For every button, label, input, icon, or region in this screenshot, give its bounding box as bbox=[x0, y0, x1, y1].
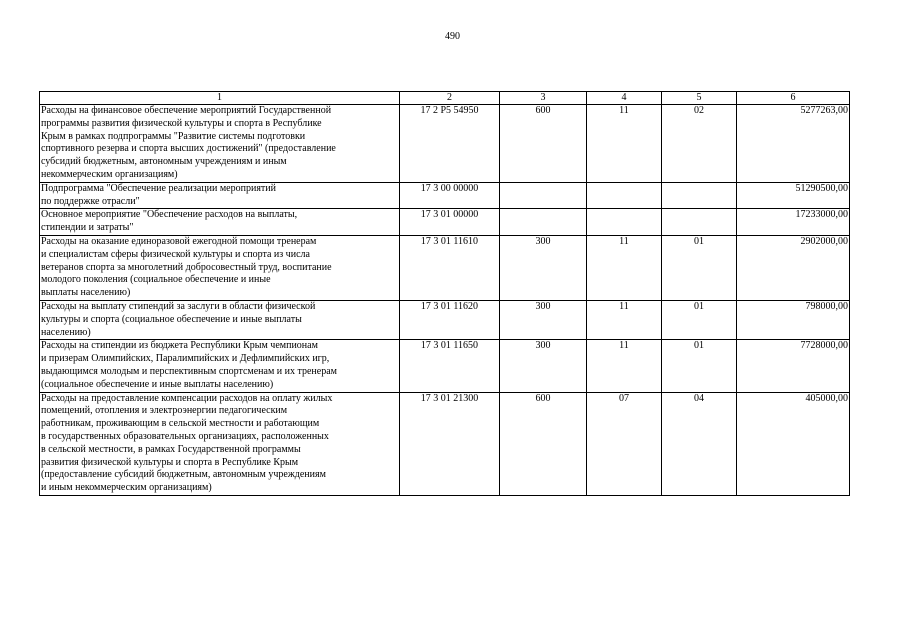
table-row bbox=[40, 182, 850, 209]
budget-table bbox=[39, 91, 850, 496]
row-code: 17 2 Р5 54950 bbox=[400, 105, 500, 183]
row-col-4: 11 bbox=[587, 235, 662, 300]
table-row bbox=[40, 300, 850, 339]
row-col-5: 01 bbox=[662, 300, 737, 339]
row-col-5 bbox=[662, 209, 737, 236]
row-col-3: 300 bbox=[500, 300, 587, 339]
header-col-4: 4 bbox=[587, 92, 662, 105]
row-amount: 7728000,00 bbox=[737, 340, 850, 392]
row-name: Расходы на стипендии из бюджета Республики Крым чемпионам и призерам Олимпийских, Паралимпийских и Дефлимпийских игр, выдающимся молодым и перспективным спортсменам и их тренерам (социальное обеспечение и иные выплаты населению) bbox=[40, 340, 400, 392]
row-col-3 bbox=[500, 209, 587, 236]
row-amount: 405000,00 bbox=[737, 392, 850, 495]
row-col-3: 300 bbox=[500, 340, 587, 392]
row-col-3: 600 bbox=[500, 392, 587, 495]
header-col-2: 2 bbox=[400, 92, 500, 105]
row-amount: 798000,00 bbox=[737, 300, 850, 339]
row-amount: 17233000,00 bbox=[737, 209, 850, 236]
row-col-4: 11 bbox=[587, 105, 662, 183]
row-col-4: 11 bbox=[587, 300, 662, 339]
header-col-3: 3 bbox=[500, 92, 587, 105]
table-row bbox=[40, 209, 850, 236]
row-col-3: 300 bbox=[500, 235, 587, 300]
row-col-5 bbox=[662, 182, 737, 209]
table-row bbox=[40, 235, 850, 300]
row-amount: 5277263,00 bbox=[737, 105, 850, 183]
row-col-5: 04 bbox=[662, 392, 737, 495]
page-number: 490 bbox=[445, 31, 460, 42]
row-col-4: 07 bbox=[587, 392, 662, 495]
row-col-3 bbox=[500, 182, 587, 209]
row-name: Основное мероприятие "Обеспечение расходов на выплаты, стипендии и затраты" bbox=[40, 209, 400, 236]
header-col-1: 1 bbox=[40, 92, 400, 105]
row-code: 17 3 01 11650 bbox=[400, 340, 500, 392]
row-code: 17 3 00 00000 bbox=[400, 182, 500, 209]
row-name: Расходы на предоставление компенсации расходов на оплату жилых помещений, отопления и электроэнергии педагогическим работникам, проживающим в сельской местности и работающим в государственных образовательных организациях, расположенных в сельской местности, в рамках Государственной программы развития физической культуры и спорта в Республике Крым (предоставление субсидий бюджетным, автономным учреждениям и иным некоммерческим организациям) bbox=[40, 392, 400, 495]
table-row bbox=[40, 105, 850, 183]
row-code: 17 3 01 00000 bbox=[400, 209, 500, 236]
row-name: Расходы на оказание единоразовой ежегодной помощи тренерам и специалистам сферы физической культуры и спорта из числа ветеранов спорта за многолетний добросовестный труд, воспитание молодого поколения (социальное обеспечение и иные выплаты населению) bbox=[40, 235, 400, 300]
row-name: Подпрограмма "Обеспечение реализации мероприятий по поддержке отрасли" bbox=[40, 182, 400, 209]
table-row bbox=[40, 392, 850, 495]
table-row bbox=[40, 340, 850, 392]
row-amount: 51290500,00 bbox=[737, 182, 850, 209]
row-code: 17 3 01 11610 bbox=[400, 235, 500, 300]
row-col-5: 02 bbox=[662, 105, 737, 183]
header-row bbox=[40, 92, 850, 105]
row-amount: 2902000,00 bbox=[737, 235, 850, 300]
row-name: Расходы на выплату стипендий за заслуги в области физической культуры и спорта (социальное обеспечение и иные выплаты населению) bbox=[40, 300, 400, 339]
row-col-5: 01 bbox=[662, 340, 737, 392]
header-col-6: 6 bbox=[737, 92, 850, 105]
row-col-3: 600 bbox=[500, 105, 587, 183]
row-code: 17 3 01 21300 bbox=[400, 392, 500, 495]
header-col-5: 5 bbox=[662, 92, 737, 105]
row-col-4 bbox=[587, 209, 662, 236]
row-col-5: 01 bbox=[662, 235, 737, 300]
row-name: Расходы на финансовое обеспечение мероприятий Государственной программы развития физической культуры и спорта в Республике Крым в рамках подпрограммы "Развитие системы подготовки спортивного резерва и спорта высших достижений" (предоставление субсидий бюджетным, автономным учреждениям и иным некоммерческим организациям) bbox=[40, 105, 400, 183]
row-col-4 bbox=[587, 182, 662, 209]
row-code: 17 3 01 11620 bbox=[400, 300, 500, 339]
row-col-4: 11 bbox=[587, 340, 662, 392]
